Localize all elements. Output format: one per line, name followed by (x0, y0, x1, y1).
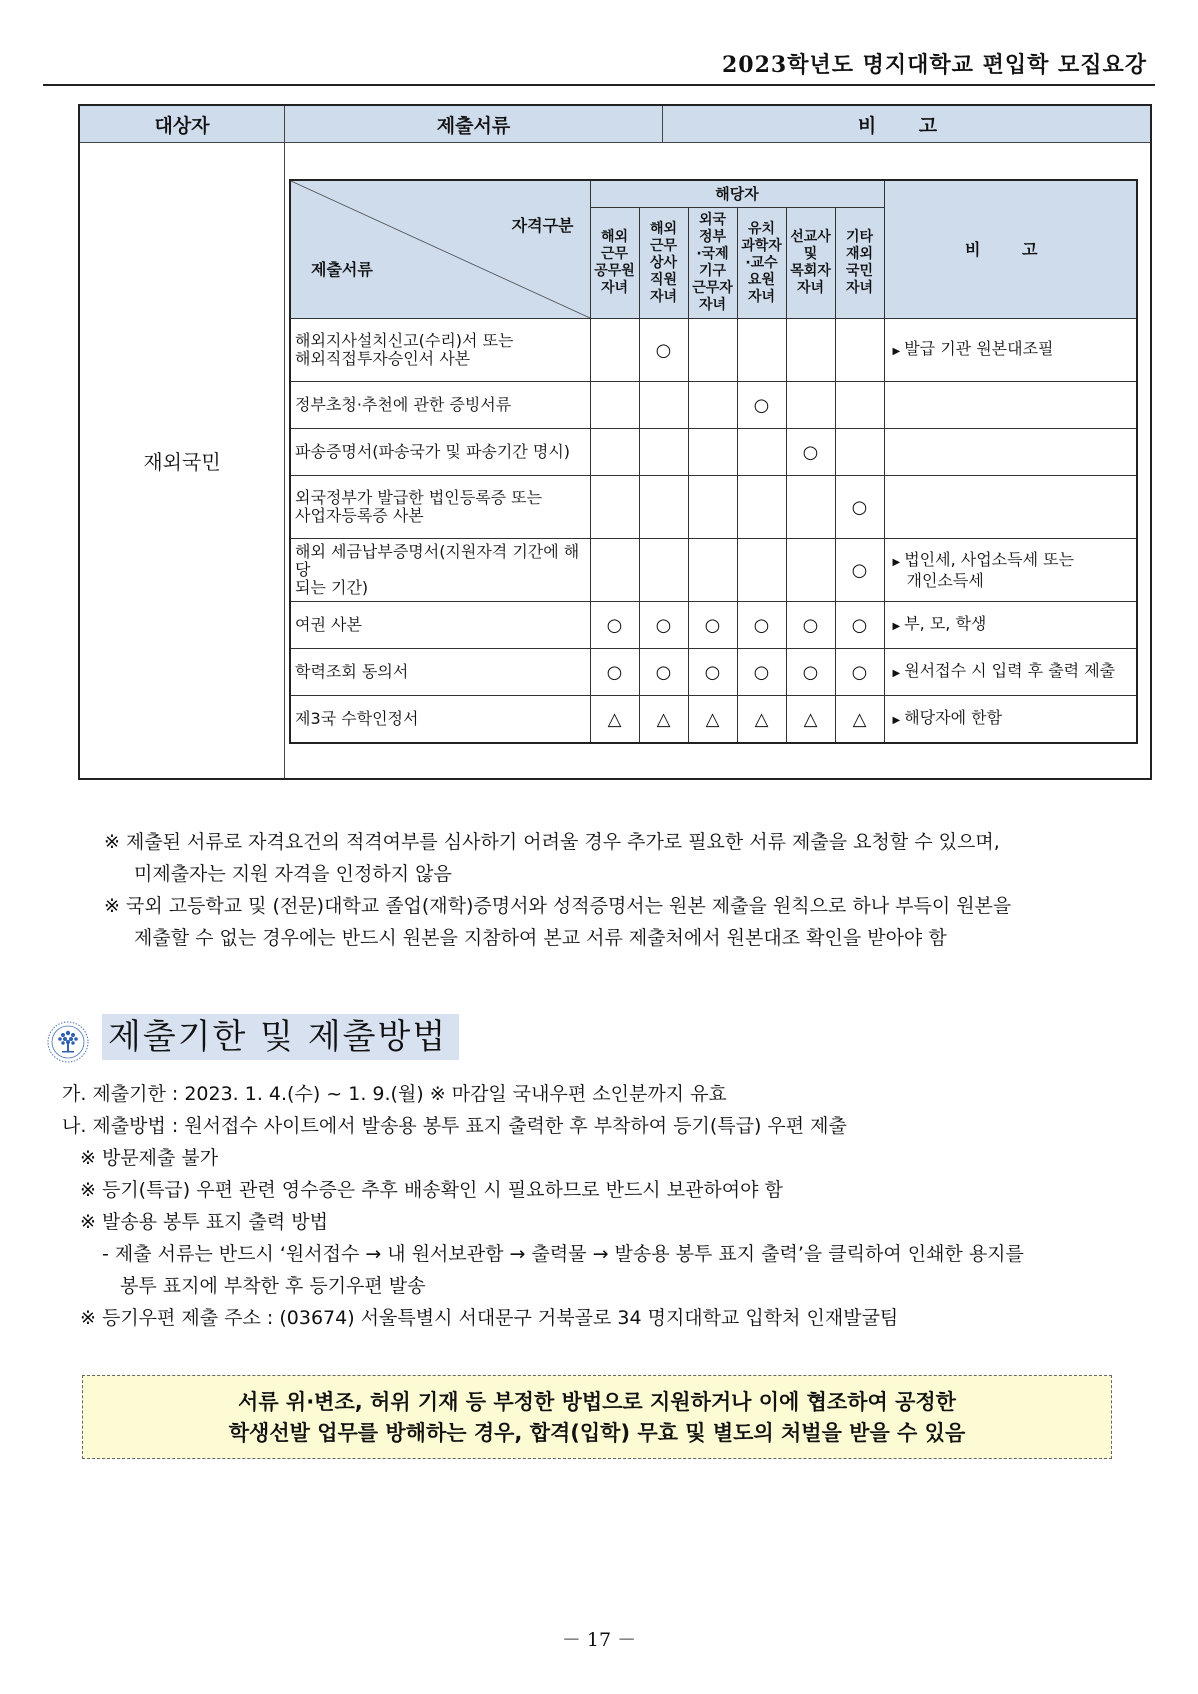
remark-1: ※ 제출된 서류로 자격요건의 적격여부를 심사하기 어려울 경우 추가로 필요한 서류 제출을 요청할 수 있으며, (104, 831, 1000, 853)
remark-1-cont: 미제출자는 지원 자격을 인정하지 않음 (134, 863, 452, 885)
bullet-arrow-icon: ▶ (892, 345, 901, 357)
applicability-mark: ○ (786, 429, 835, 476)
document-name: 해외지사설치신고(수리)서 또는 해외직접투자승인서 사본 (290, 319, 590, 382)
label-print-note: ※ 발송용 봉투 표지 출력 방법 (80, 1211, 329, 1233)
bullet-arrow-icon: ▶ (892, 620, 901, 632)
applicability-mark (639, 476, 688, 539)
deadline-line: 가. 제출기한 : 2023. 1. 4.(수) ~ 1. 9.(월) ※ 마감일 국내우편 소인분까지 유효 (62, 1083, 727, 1105)
header-documents: 제출서류 (285, 105, 663, 143)
row-note (884, 382, 1137, 429)
table-row (290, 319, 1137, 382)
applicability-mark (688, 429, 737, 476)
bullet-arrow-icon: ▶ (892, 714, 901, 726)
applicability-mark: ○ (639, 649, 688, 696)
applicability-mark (835, 382, 884, 429)
document-name: 여권 사본 (290, 602, 590, 649)
note-header: 비 고 (884, 180, 1137, 319)
document-name: 정부초청·추천에 관한 증빙서류 (290, 382, 590, 429)
applicability-mark (688, 382, 737, 429)
bullet-arrow-icon: ▶ (892, 667, 901, 679)
row-note (884, 696, 1137, 744)
row-note (884, 476, 1137, 539)
remark-2-cont: 제출할 수 없는 경우에는 반드시 원본을 지참하여 본교 서류 제출처에서 원본대조 확인을 받아야 함 (134, 927, 947, 949)
applicability-mark: ○ (639, 602, 688, 649)
row-note (884, 602, 1137, 649)
applicability-mark: ○ (737, 649, 786, 696)
applicability-mark (639, 539, 688, 602)
page-number: － 17 － (561, 1629, 637, 1651)
table-row (290, 649, 1137, 696)
column-header: 해외 근무 공무원 자녀 (590, 208, 639, 319)
note-text: 해당자에 한함 (904, 707, 1003, 727)
column-header: 유치 과학자 ·교수 요원 자녀 (737, 208, 786, 319)
applicability-mark (737, 539, 786, 602)
applicability-mark (737, 429, 786, 476)
no-visit-note: ※ 방문제출 불가 (80, 1147, 219, 1169)
bullet-arrow-icon: ▶ (892, 556, 901, 568)
applicability-mark: ○ (688, 649, 737, 696)
applicability-mark (590, 476, 639, 539)
note-text: 부, 모, 학생 (904, 613, 987, 633)
applicability-mark (639, 382, 688, 429)
method-line: 나. 제출방법 : 원서접수 사이트에서 발송용 봉투 표지 출력한 후 부착하여 등기(특급) 우편 제출 (62, 1115, 847, 1137)
note-text: 원서접수 시 입력 후 출력 제출 (904, 660, 1116, 680)
row-note (884, 429, 1137, 476)
submission-info (62, 1078, 1024, 1334)
qualification-table (289, 179, 1138, 744)
label-print-step-cont: 봉투 표지에 부착한 후 등기우편 발송 (120, 1275, 426, 1297)
documents-label: 제출서류 (311, 260, 373, 279)
applicability-mark: ○ (835, 476, 884, 539)
applicability-mark (835, 319, 884, 382)
warning-line-1: 서류 위·변조, 허위 기재 등 부정한 방법으로 지원하거나 이에 협조하여 공정한 (238, 1390, 956, 1414)
label-print-step: - 제출 서류는 반드시 ‘원서접수 → 내 원서보관함 → 출력물 → 발송용 봉투 표지 출력’을 클릭하여 인쇄한 용지를 (102, 1243, 1024, 1265)
column-header: 외국 정부 ·국제 기구 근무자 자녀 (688, 208, 737, 319)
applicability-mark: ○ (737, 602, 786, 649)
document-title: 2023학년도 명지대학교 편입학 모집요강 (722, 52, 1147, 78)
applicability-mark (737, 476, 786, 539)
documents-table (78, 104, 1152, 780)
mailing-address: ※ 등기우편 제출 주소 : (03674) 서울특별시 서대문구 거북골로 34 명지대학교 입학처 인재발굴팀 (80, 1307, 899, 1329)
applicability-mark: △ (688, 696, 737, 744)
inner-table-container (285, 143, 1152, 780)
document-name: 제3국 수학인정서 (290, 696, 590, 744)
applicability-mark (688, 319, 737, 382)
applicability-mark: ○ (737, 382, 786, 429)
remarks (104, 826, 1011, 954)
applicability-mark: ○ (835, 539, 884, 602)
applicability-mark: ○ (590, 649, 639, 696)
table-row (290, 382, 1137, 429)
applicability-mark (835, 429, 884, 476)
applicability-mark (737, 319, 786, 382)
applicability-mark (688, 539, 737, 602)
column-header: 기타 재외 국민 자녀 (835, 208, 884, 319)
column-header: 선교사 및 목회자 자녀 (786, 208, 835, 319)
applicability-mark (590, 539, 639, 602)
table-row (290, 476, 1137, 539)
documents-table-header (79, 105, 1151, 143)
applicability-mark (590, 382, 639, 429)
note-text: 개인소득세 (906, 570, 984, 590)
applicability-mark: ○ (590, 602, 639, 649)
note-text: 발급 기관 원본대조필 (904, 338, 1054, 358)
applicability-mark (639, 429, 688, 476)
applicability-mark: △ (590, 696, 639, 744)
row-note (884, 649, 1137, 696)
receipt-note: ※ 등기(특급) 우편 관련 영수증은 추후 배송확인 시 필요하므로 반드시 보관하여야 함 (80, 1179, 783, 1201)
table-row (290, 602, 1137, 649)
applicability-mark (786, 319, 835, 382)
applicability-mark: ○ (688, 602, 737, 649)
applicability-mark: ○ (786, 602, 835, 649)
warning-line-2: 학생선발 업무를 방해하는 경우, 합격(입학) 무효 및 별도의 처벌을 받을 수 있음 (228, 1421, 966, 1445)
header-target: 대상자 (79, 105, 285, 143)
column-header: 해외 근무 상사 직원 자녀 (639, 208, 688, 319)
document-name: 외국정부가 발급한 법인등록증 또는 사업자등록증 사본 (290, 476, 590, 539)
warning-box (82, 1375, 1112, 1459)
note-text: 법인세, 사업소득세 또는 (904, 549, 1075, 569)
applicability-mark (590, 319, 639, 382)
remark-2: ※ 국외 고등학교 및 (전문)대학교 졸업(재학)증명서와 성적증명서는 원본 제출을 원칙으로 하나 부득이 원본을 (104, 895, 1012, 917)
applicable-group-header: 해당자 (590, 180, 884, 208)
header-remarks: 비 고 (663, 105, 1152, 143)
applicability-mark (590, 429, 639, 476)
diagonal-header (290, 180, 590, 319)
applicability-mark (786, 382, 835, 429)
applicability-mark: △ (835, 696, 884, 744)
applicability-mark: △ (639, 696, 688, 744)
qualification-label: 자격구분 (511, 216, 574, 235)
applicability-mark (786, 539, 835, 602)
table-row (290, 429, 1137, 476)
university-emblem-icon (46, 1020, 90, 1064)
section-title: 제출기한 및 제출방법 (102, 1014, 459, 1060)
applicability-mark (688, 476, 737, 539)
table-row (290, 539, 1137, 602)
document-name: 파송증명서(파송국가 및 파송기간 명시) (290, 429, 590, 476)
applicability-mark: ○ (786, 649, 835, 696)
applicability-mark: ○ (835, 649, 884, 696)
table-row (290, 696, 1137, 744)
page-header (43, 44, 1155, 86)
applicability-mark: △ (786, 696, 835, 744)
applicability-mark: ○ (639, 319, 688, 382)
row-note (884, 319, 1137, 382)
applicability-mark (786, 476, 835, 539)
document-name: 해외 세금납부증명서(지원자격 기간에 해당 되는 기간) (290, 539, 590, 602)
row-note (884, 539, 1137, 602)
target-cell: 재외국민 (79, 143, 285, 780)
applicability-mark: △ (737, 696, 786, 744)
document-name: 학력조회 동의서 (290, 649, 590, 696)
applicability-mark: ○ (835, 602, 884, 649)
